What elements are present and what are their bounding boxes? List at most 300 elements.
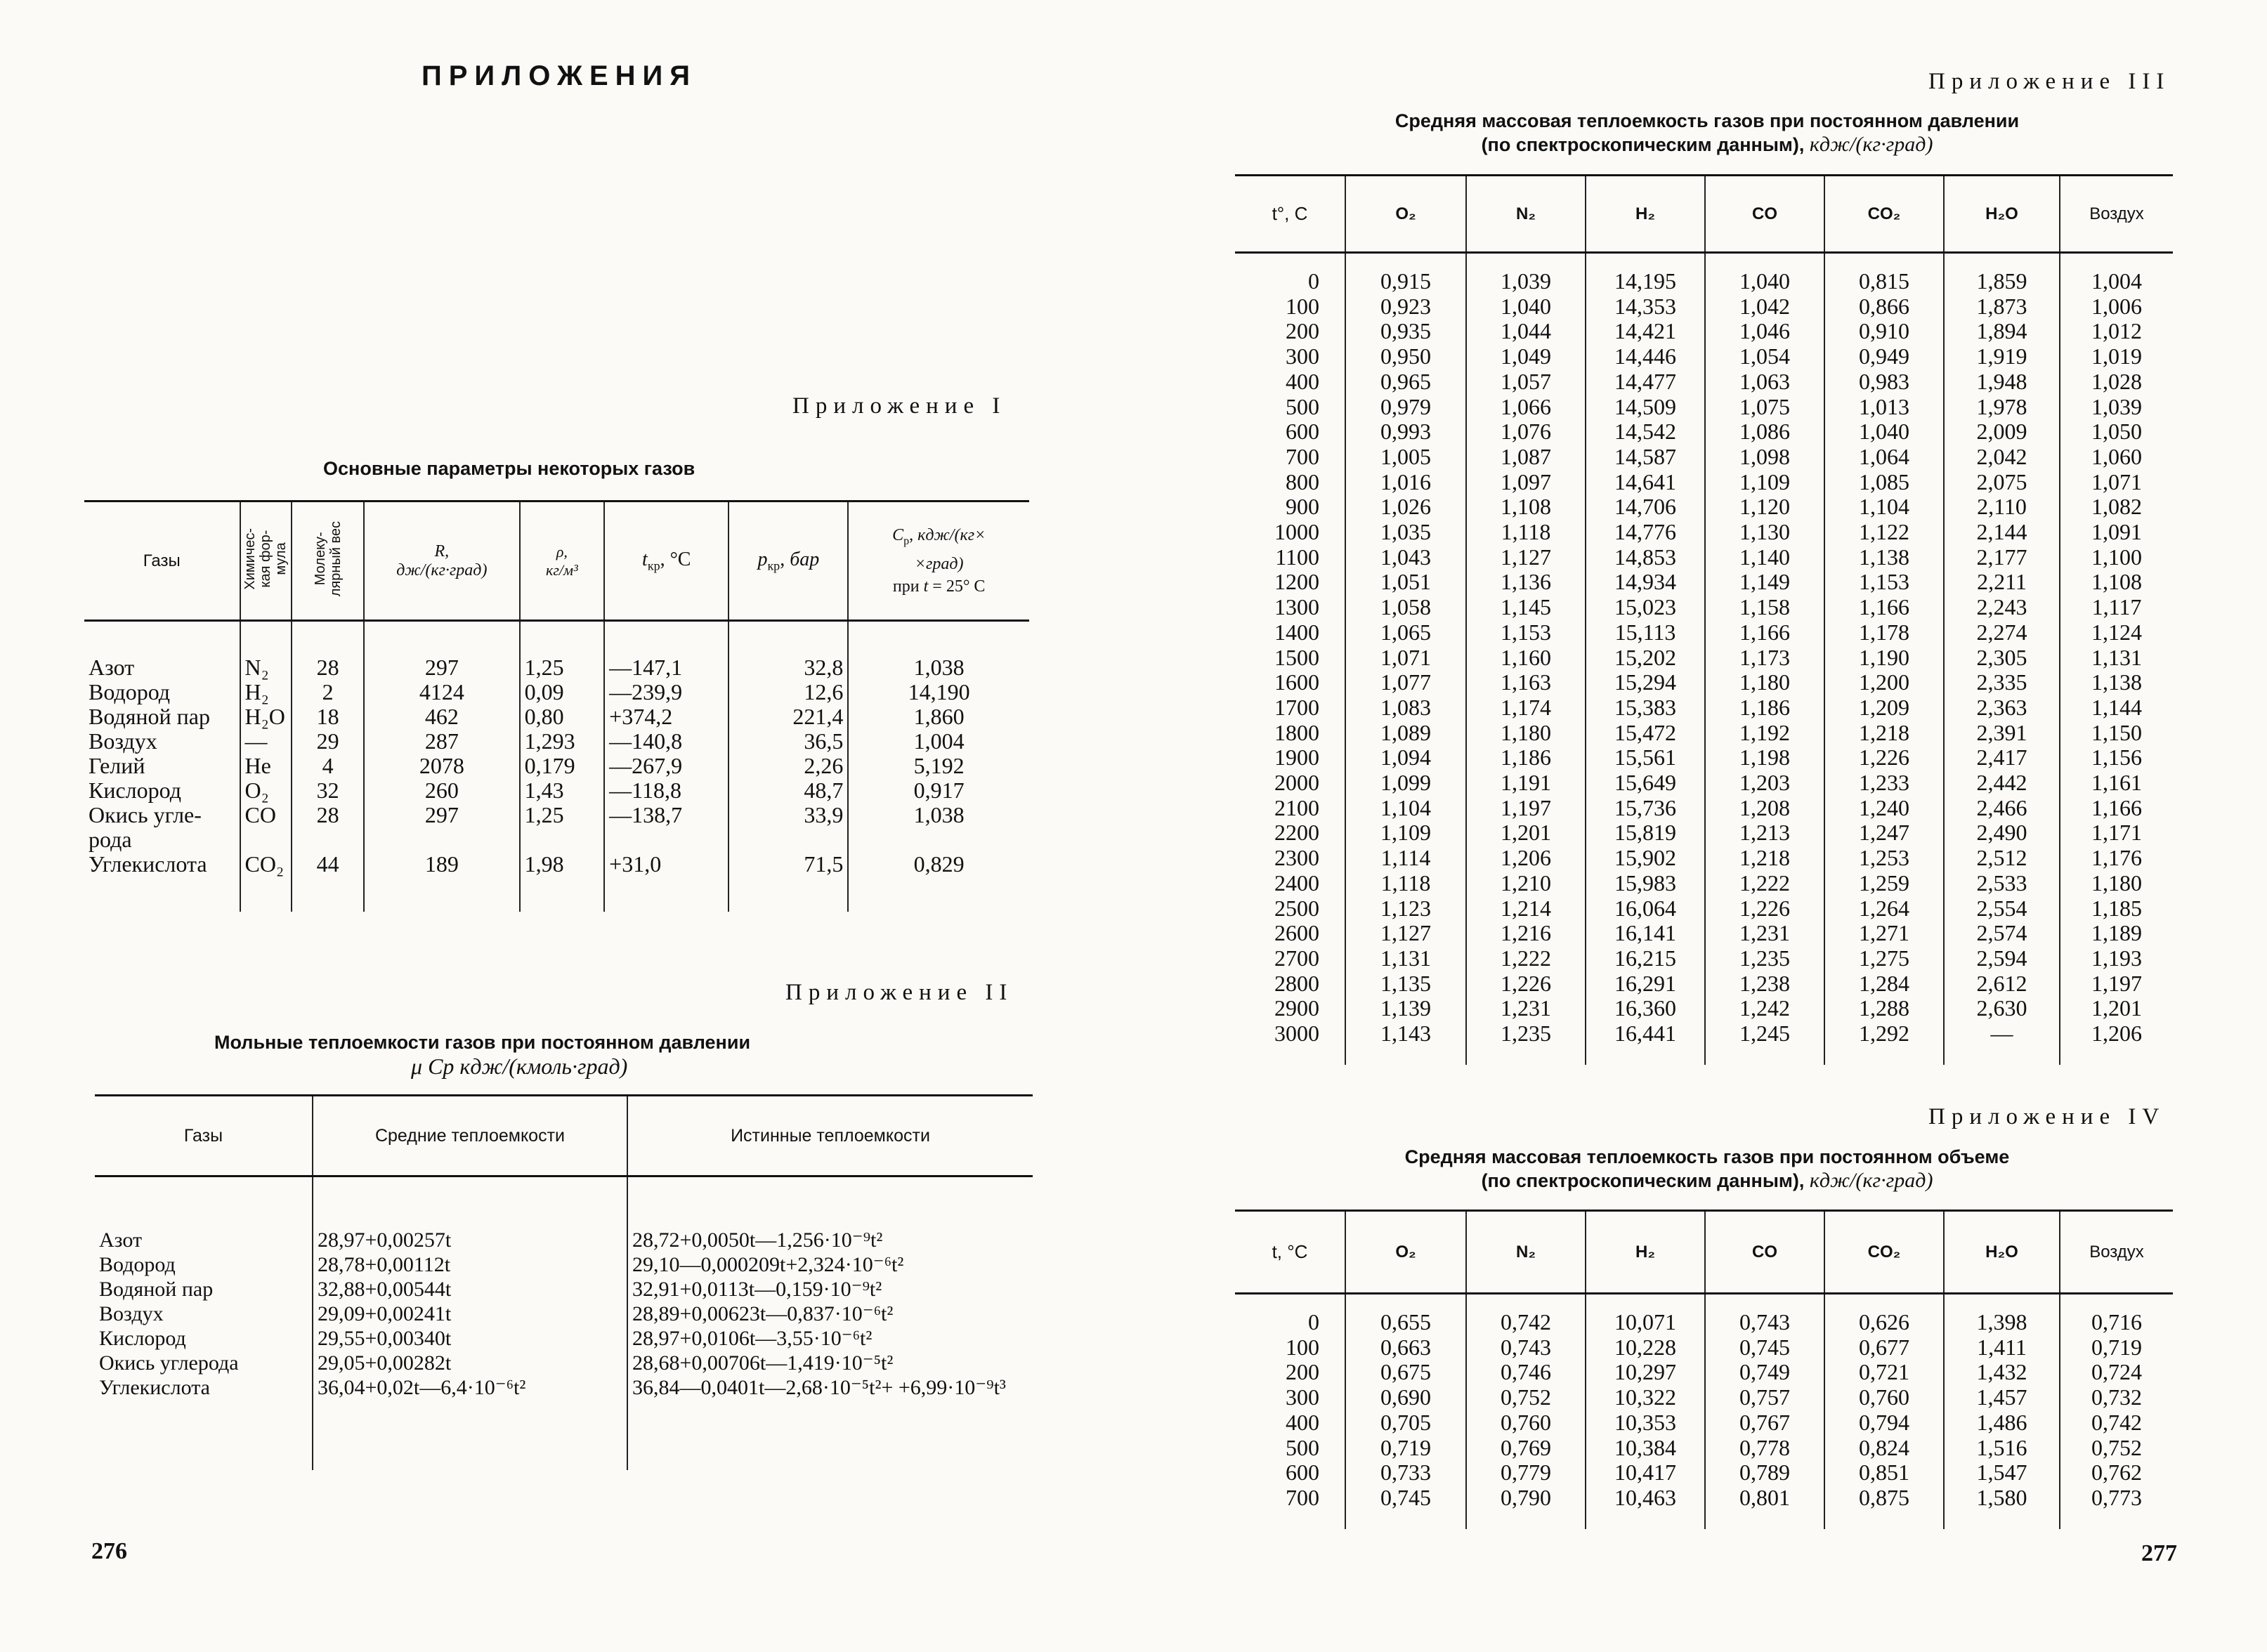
- table-cell: 1,233: [1824, 771, 1944, 796]
- table-row: [95, 1176, 1033, 1253]
- table-cell: 1,486: [1944, 1410, 2060, 1436]
- table-row: [84, 803, 1029, 852]
- table-cell: 600: [1286, 1460, 1319, 1486]
- table-row: [84, 778, 1029, 803]
- col-header: $p_{кр}$, бар: [729, 501, 848, 621]
- table-cell: 44: [292, 852, 364, 912]
- table-cell: 14,587: [1586, 445, 1705, 470]
- table-cell: 0,752: [1466, 1385, 1586, 1410]
- table-cell: 10,463: [1586, 1486, 1705, 1529]
- table-cell: 1500: [1274, 644, 1319, 670]
- table-row: [1235, 253, 2173, 294]
- page-title: ПРИЛОЖЕНИЯ: [422, 60, 698, 91]
- table-cell: 1,086: [1705, 419, 1824, 445]
- table-cell: 1,083: [1345, 695, 1466, 721]
- table-cell: 1,173: [1705, 645, 1824, 671]
- table-cell: 0,923: [1345, 294, 1466, 320]
- appendix-3-caption: [1314, 109, 2101, 157]
- table-row: [1235, 369, 2173, 395]
- table-cell: 1,191: [1466, 771, 1586, 796]
- table-cell: 1,271: [1824, 921, 1944, 946]
- table-cell: 0,742: [2060, 1410, 2173, 1436]
- col-header: N₂: [1466, 1211, 1586, 1294]
- table-cell: 0,915: [1345, 253, 1466, 294]
- table-cell: 1,127: [1466, 545, 1586, 570]
- table-cell: 1,099: [1345, 771, 1466, 796]
- table-cell: 15,902: [1586, 846, 1705, 871]
- table-cell: 1,226: [1466, 971, 1586, 997]
- table-cell: 29: [292, 729, 364, 754]
- table-cell: 2,009: [1944, 419, 2060, 445]
- table-cell: 1,859: [1944, 253, 2060, 294]
- table-cell: 1,166: [2060, 796, 2173, 821]
- table-row: [1235, 946, 2173, 971]
- table-cell: Воздух: [99, 1302, 164, 1325]
- table-cell: 0,875: [1824, 1486, 1944, 1529]
- table-cell: 1,066: [1466, 395, 1586, 420]
- table-cell: 1,076: [1466, 419, 1586, 445]
- table-row: [1235, 921, 2173, 946]
- table-cell: 1,149: [1705, 570, 1824, 595]
- table-cell: 1,089: [1345, 721, 1466, 746]
- table-cell: 3000: [1274, 1021, 1319, 1047]
- table-cell: 0,790: [1466, 1486, 1586, 1529]
- table-cell: 14,195: [1586, 253, 1705, 294]
- table-cell: 1,004: [2060, 253, 2173, 294]
- table-row: [84, 680, 1029, 704]
- appendix-2-table: [95, 1094, 1033, 1470]
- table-cell: 14,190: [848, 680, 1029, 704]
- table-row: [1235, 1486, 2173, 1529]
- table-cell: 1,006: [2060, 294, 2173, 320]
- table-cell: 2,442: [1944, 771, 2060, 796]
- table-cell: 287: [364, 729, 520, 754]
- table-cell: 0,801: [1705, 1486, 1824, 1529]
- table-cell: 1,197: [2060, 971, 2173, 997]
- table-cell: 1,109: [1345, 820, 1466, 846]
- table-cell: —267,9: [604, 754, 729, 778]
- table-row: [95, 1302, 1033, 1326]
- table-cell: 0: [1308, 1309, 1319, 1335]
- table-cell: 2400: [1274, 870, 1319, 896]
- table-cell: 1,293: [520, 729, 605, 754]
- table-cell: 28,72+0,0050t—1,256·10⁻⁹t²: [627, 1176, 1033, 1253]
- table-cell: 0,789: [1705, 1460, 1824, 1486]
- table-cell: 1,516: [1944, 1436, 2060, 1461]
- table-cell: 1,039: [2060, 395, 2173, 420]
- table-cell: 1,180: [1705, 670, 1824, 695]
- table-cell: 1,200: [1824, 670, 1944, 695]
- table-cell: 1,174: [1466, 695, 1586, 721]
- table-row: [1235, 419, 2173, 445]
- table-row: [84, 729, 1029, 754]
- table-cell: 1,163: [1466, 670, 1586, 695]
- table-cell: 1,197: [1466, 796, 1586, 821]
- table-cell: 2500: [1274, 895, 1319, 921]
- table-cell: 0,745: [1705, 1335, 1824, 1361]
- table-row: [84, 704, 1029, 729]
- table-cell: Гелий: [89, 753, 145, 778]
- table-cell: 1100: [1275, 544, 1319, 570]
- col-header: Средние теплоемкости: [313, 1096, 627, 1176]
- table-cell: 1,214: [1466, 896, 1586, 922]
- table-cell: 1,186: [1466, 745, 1586, 771]
- table-cell: 1,104: [1824, 494, 1944, 520]
- table-cell: 1,242: [1705, 996, 1824, 1021]
- table-cell: 14,509: [1586, 395, 1705, 420]
- table-cell: 189: [364, 852, 520, 912]
- table-cell: 1,016: [1345, 470, 1466, 495]
- table-cell: 100: [1286, 293, 1319, 319]
- table-cell: 1,432: [1944, 1360, 2060, 1385]
- table-row: [1235, 745, 2173, 771]
- table-cell: 1,039: [1466, 253, 1586, 294]
- table-cell: Воздух: [89, 728, 157, 754]
- table-cell: 1,028: [2060, 369, 2173, 395]
- table-cell: 1,043: [1345, 545, 1466, 570]
- table-cell: 14,353: [1586, 294, 1705, 320]
- table-cell: 1,288: [1824, 996, 1944, 1021]
- table-row: [1235, 294, 2173, 320]
- page-number-left: 276: [91, 1538, 127, 1564]
- col-header: Газы: [143, 551, 181, 570]
- table-cell: 10,228: [1586, 1335, 1705, 1361]
- table-cell: H₂O: [240, 704, 292, 729]
- table-cell: —: [1944, 1021, 2060, 1065]
- table-cell: Окись угле-рода: [89, 802, 202, 852]
- table-cell: 1,040: [1824, 419, 1944, 445]
- table-cell: 1,130: [1705, 520, 1824, 545]
- table-cell: 1,122: [1824, 520, 1944, 545]
- table-cell: Кислород: [99, 1327, 186, 1350]
- col-header: CO: [1705, 176, 1824, 253]
- table-cell: 1,013: [1824, 395, 1944, 420]
- table-cell: 1,253: [1824, 846, 1944, 871]
- table-row: [1235, 996, 2173, 1021]
- table-cell: 1,201: [2060, 996, 2173, 1021]
- table-cell: —140,8: [604, 729, 729, 754]
- table-cell: 4: [292, 754, 364, 778]
- table-cell: 14,776: [1586, 520, 1705, 545]
- table-cell: 2,243: [1944, 595, 2060, 620]
- table-cell: 0,815: [1824, 253, 1944, 294]
- caption-line: Средняя массовая теплоемкость газов при постоянном давлении: [1394, 110, 2020, 131]
- table-cell: 1,065: [1345, 620, 1466, 645]
- table-cell: 14,446: [1586, 344, 1705, 369]
- table-cell: 1,948: [1944, 369, 2060, 395]
- table-cell: 36,04+0,02t—6,4·10⁻⁶t²: [313, 1375, 627, 1470]
- table-cell: 1,238: [1705, 971, 1824, 997]
- table-cell: 1,158: [1705, 595, 1824, 620]
- table-cell: O₂: [240, 778, 292, 803]
- table-cell: +31,0: [604, 852, 729, 912]
- table-cell: 2,512: [1944, 846, 2060, 871]
- table-cell: 1,098: [1705, 445, 1824, 470]
- table-row: [1235, 721, 2173, 746]
- table-cell: 1,457: [1944, 1385, 2060, 1410]
- table-cell: 400: [1286, 368, 1319, 394]
- table-cell: 0: [1308, 268, 1319, 294]
- table-cell: 1,046: [1705, 319, 1824, 344]
- table-cell: 14,542: [1586, 419, 1705, 445]
- table-cell: 1,104: [1345, 796, 1466, 821]
- col-header: Молеку- лярный вес: [292, 501, 364, 621]
- table-cell: 1,259: [1824, 871, 1944, 896]
- table-cell: 1,245: [1705, 1021, 1824, 1065]
- table-cell: 1,091: [2060, 520, 2173, 545]
- table-cell: 1,094: [1345, 745, 1466, 771]
- table-cell: 1,135: [1345, 971, 1466, 997]
- table-row: [1235, 971, 2173, 997]
- table-cell: 400: [1286, 1409, 1319, 1435]
- table-cell: 15,383: [1586, 695, 1705, 721]
- table-cell: 0,724: [2060, 1360, 2173, 1385]
- table-cell: 0,993: [1345, 419, 1466, 445]
- table-cell: 1,275: [1824, 946, 1944, 971]
- table-cell: 1,222: [1466, 946, 1586, 971]
- col-header: H₂: [1586, 1211, 1705, 1294]
- table-row: [1235, 470, 2173, 495]
- table-cell: 1,050: [2060, 419, 2173, 445]
- table-cell: 10,384: [1586, 1436, 1705, 1461]
- table-cell: 1,123: [1345, 896, 1466, 922]
- table-cell: 1,058: [1345, 595, 1466, 620]
- table-cell: 1,127: [1345, 921, 1466, 946]
- table-cell: Углекислота: [99, 1376, 210, 1399]
- table-cell: 0,760: [1466, 1410, 1586, 1436]
- table-cell: 1,120: [1705, 494, 1824, 520]
- table-cell: 0,675: [1345, 1360, 1466, 1385]
- table-cell: 1,166: [1824, 595, 1944, 620]
- table-row: [1235, 620, 2173, 645]
- table-cell: 29,55+0,00340t: [313, 1326, 627, 1351]
- table-row: [1235, 796, 2173, 821]
- table-cell: 300: [1286, 1384, 1319, 1410]
- col-header: N₂: [1466, 176, 1586, 253]
- table-cell: 2,177: [1944, 545, 2060, 570]
- table-row: [1235, 570, 2173, 595]
- table-cell: Водяной пар: [89, 704, 210, 729]
- table-cell: 1,247: [1824, 820, 1944, 846]
- table-cell: 10,322: [1586, 1385, 1705, 1410]
- table-cell: 28,89+0,00623t—0,837·10⁻⁶t²: [627, 1302, 1033, 1326]
- col-header: R, дж/(кг·град): [364, 501, 520, 621]
- table-cell: 0,760: [1824, 1385, 1944, 1410]
- table-cell: 2,594: [1944, 946, 2060, 971]
- table-cell: 0,778: [1705, 1436, 1824, 1461]
- table-cell: 2,417: [1944, 745, 2060, 771]
- table-cell: 1,206: [2060, 1021, 2173, 1065]
- appendix-4-caption: [1314, 1145, 2101, 1193]
- table-cell: Окись углерода: [99, 1351, 239, 1375]
- col-header: H₂O: [1944, 1211, 2060, 1294]
- table-cell: 1,064: [1824, 445, 1944, 470]
- table-cell: 0,719: [1345, 1436, 1466, 1461]
- appendix-1-label: Приложение I: [792, 393, 1007, 419]
- table-row: [1235, 520, 2173, 545]
- table-cell: 1,231: [1705, 921, 1824, 946]
- table-cell: 0,829: [848, 852, 1029, 912]
- table-cell: 1,124: [2060, 620, 2173, 645]
- table-cell: CO: [240, 803, 292, 852]
- table-cell: 1,226: [1824, 745, 1944, 771]
- table-cell: 71,5: [729, 852, 848, 912]
- table-cell: 200: [1286, 318, 1319, 344]
- table-cell: 14,706: [1586, 494, 1705, 520]
- table-cell: 2,630: [1944, 996, 2060, 1021]
- table-cell: 500: [1286, 393, 1319, 419]
- table-cell: 15,649: [1586, 771, 1705, 796]
- table-cell: 0,979: [1345, 395, 1466, 420]
- table-cell: 462: [364, 704, 520, 729]
- table-row: [95, 1326, 1033, 1351]
- table-cell: 28,97+0,00257t: [313, 1176, 627, 1253]
- appendix-2-units: μ Cp кдж/(кмоль·град): [411, 1054, 628, 1079]
- table-cell: —118,8: [604, 778, 729, 803]
- table-row: [1235, 445, 2173, 470]
- table-cell: 4124: [364, 680, 520, 704]
- table-cell: N₂: [240, 621, 292, 681]
- table-cell: 1,153: [1466, 620, 1586, 645]
- table-cell: 0,749: [1705, 1360, 1824, 1385]
- table-cell: 1,189: [2060, 921, 2173, 946]
- table-cell: 1,044: [1466, 319, 1586, 344]
- col-header: O₂: [1345, 1211, 1466, 1294]
- col-header: CO₂: [1824, 176, 1944, 253]
- table-cell: 16,064: [1586, 896, 1705, 922]
- table-cell: 0,949: [1824, 344, 1944, 369]
- table-cell: 1,210: [1466, 871, 1586, 896]
- table-cell: 1,411: [1944, 1335, 2060, 1361]
- table-cell: 0,733: [1345, 1460, 1466, 1486]
- table-cell: 0,983: [1824, 369, 1944, 395]
- col-header: H₂: [1586, 176, 1705, 253]
- table-cell: 14,421: [1586, 319, 1705, 344]
- table-cell: 2,110: [1944, 494, 2060, 520]
- table-cell: 2,490: [1944, 820, 2060, 846]
- table-cell: 1,193: [2060, 946, 2173, 971]
- table-row: [1235, 871, 2173, 896]
- table-cell: 0,743: [1466, 1335, 1586, 1361]
- table-cell: 1,051: [1345, 570, 1466, 595]
- table-cell: 1,153: [1824, 570, 1944, 595]
- table-cell: 1,25: [520, 803, 605, 852]
- table-cell: 10,417: [1586, 1460, 1705, 1486]
- table-cell: 1,060: [2060, 445, 2173, 470]
- table-cell: 1,235: [1466, 1021, 1586, 1065]
- table-cell: 32,91+0,0113t—0,159·10⁻⁹t²: [627, 1277, 1033, 1302]
- table-cell: 1,063: [1705, 369, 1824, 395]
- table-cell: Водород: [99, 1253, 176, 1276]
- table-cell: 2,363: [1944, 695, 2060, 721]
- table-cell: 100: [1286, 1334, 1319, 1360]
- table-cell: 700: [1286, 443, 1319, 469]
- table-cell: 2,554: [1944, 896, 2060, 922]
- col-header: Истинные теплоемкости: [627, 1096, 1033, 1176]
- table-row: [95, 1252, 1033, 1277]
- table-cell: —138,7: [604, 803, 729, 852]
- table-cell: He: [240, 754, 292, 778]
- table-cell: 2,042: [1944, 445, 2060, 470]
- table-cell: 0,677: [1824, 1335, 1944, 1361]
- table-cell: 29,09+0,00241t: [313, 1302, 627, 1326]
- table-cell: 16,441: [1586, 1021, 1705, 1065]
- table-row: [1235, 896, 2173, 922]
- table-cell: 200: [1286, 1359, 1319, 1385]
- table-row: [1235, 395, 2173, 420]
- table-cell: 32: [292, 778, 364, 803]
- table-cell: 0,779: [1466, 1460, 1586, 1486]
- caption-units: кдж/(кг·град): [1809, 1169, 1933, 1192]
- table-row: [1235, 771, 2173, 796]
- table-cell: 600: [1286, 419, 1319, 445]
- table-cell: 29,10—0,000209t+2,324·10⁻⁶t²: [627, 1252, 1033, 1277]
- table-cell: 1,075: [1705, 395, 1824, 420]
- table-cell: 0,935: [1345, 319, 1466, 344]
- table-cell: 15,294: [1586, 670, 1705, 695]
- table-cell: 15,472: [1586, 721, 1705, 746]
- table-cell: 1,213: [1705, 820, 1824, 846]
- table-cell: 14,477: [1586, 369, 1705, 395]
- table-cell: 0,824: [1824, 1436, 1944, 1461]
- table-cell: 16,215: [1586, 946, 1705, 971]
- table-cell: 1,166: [1705, 620, 1824, 645]
- table-cell: 800: [1286, 468, 1319, 494]
- table-cell: 0,767: [1705, 1410, 1824, 1436]
- table-row: [1235, 1335, 2173, 1361]
- table-row: [84, 754, 1029, 778]
- col-header: H₂O: [1944, 176, 2060, 253]
- table-cell: 28,68+0,00706t—1,419·10⁻⁵t²: [627, 1351, 1033, 1375]
- table-cell: 0,917: [848, 778, 1029, 803]
- table-cell: 0,705: [1345, 1410, 1466, 1436]
- table-row: [1235, 846, 2173, 871]
- table-cell: 1,118: [1345, 871, 1466, 896]
- table-cell: 1,284: [1824, 971, 1944, 997]
- table-cell: 1,43: [520, 778, 605, 803]
- table-cell: 1,216: [1466, 921, 1586, 946]
- table-cell: 0,965: [1345, 369, 1466, 395]
- table-cell: 14,853: [1586, 545, 1705, 570]
- table-cell: 2,211: [1944, 570, 2060, 595]
- col-header: O₂: [1345, 176, 1466, 253]
- col-header: $C_p$, кдж/(кг× ×град) при t = 25° C: [848, 501, 1029, 621]
- table-cell: 32,8: [729, 621, 848, 681]
- table-cell: 1,894: [1944, 319, 2060, 344]
- table-row: [84, 621, 1029, 681]
- table-cell: 0,179: [520, 754, 605, 778]
- table-cell: —: [240, 729, 292, 754]
- col-header: Химичес- кая фор- мула: [240, 501, 292, 621]
- table-cell: 2200: [1274, 820, 1319, 846]
- table-cell: 1,131: [1345, 946, 1466, 971]
- table-cell: 1,860: [848, 704, 1029, 729]
- table-cell: 1,145: [1466, 595, 1586, 620]
- table-cell: 0,757: [1705, 1385, 1824, 1410]
- table-row: [1235, 1021, 2173, 1065]
- appendix-3-label: Приложение III: [1928, 69, 2171, 94]
- table-cell: 2600: [1274, 920, 1319, 946]
- table-cell: 1,082: [2060, 494, 2173, 520]
- appendix-3-table: [1235, 174, 2173, 1065]
- table-row: [1235, 670, 2173, 695]
- table-cell: 1,978: [1944, 395, 2060, 420]
- table-cell: 1,057: [1466, 369, 1586, 395]
- table-cell: 16,360: [1586, 996, 1705, 1021]
- table-cell: 1,042: [1705, 294, 1824, 320]
- table-cell: 1,171: [2060, 820, 2173, 846]
- table-cell: 2000: [1274, 770, 1319, 796]
